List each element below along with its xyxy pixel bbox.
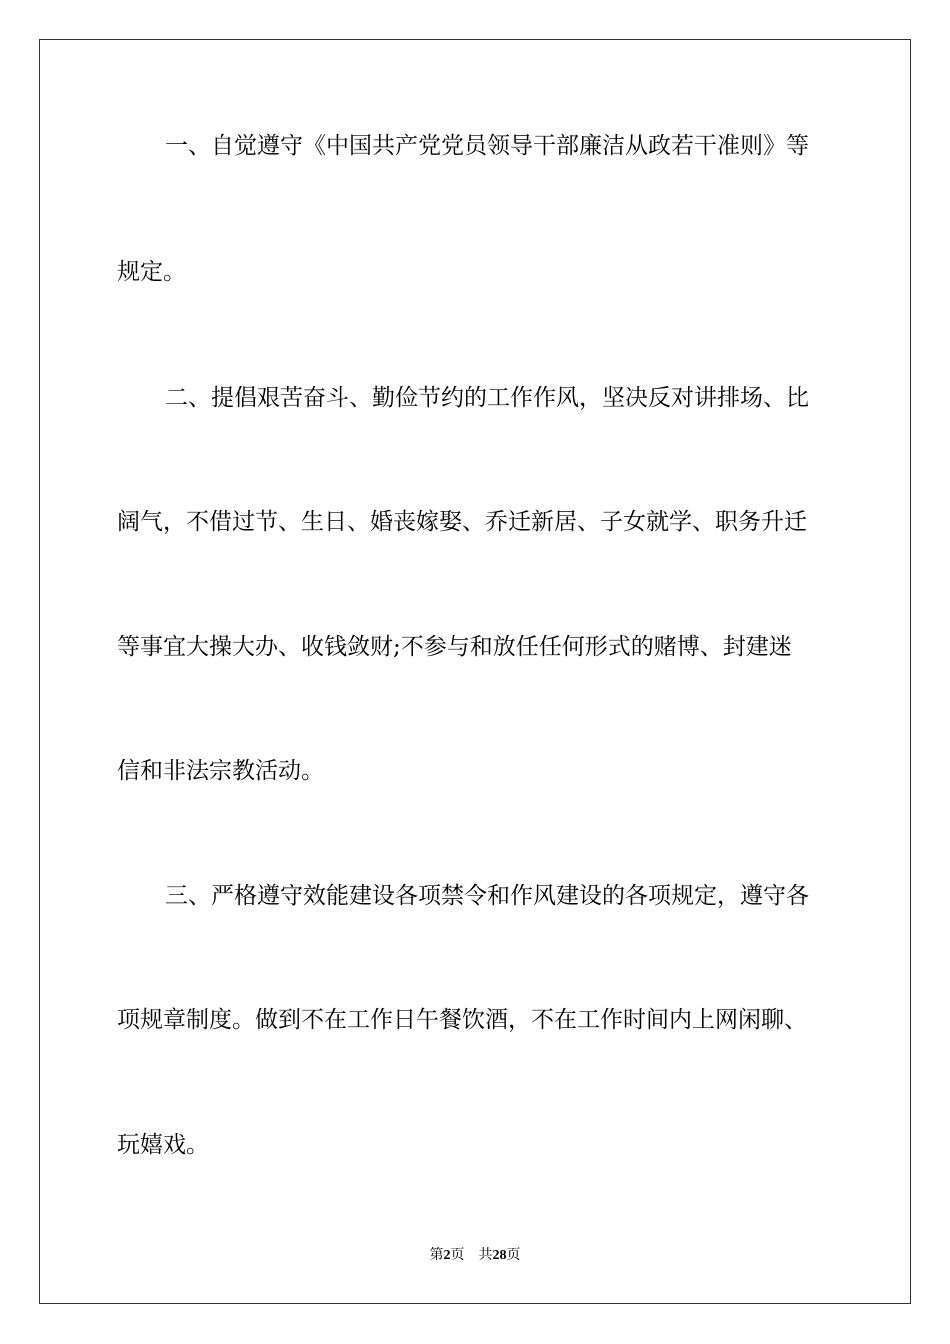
footer-page-suffix: 页 xyxy=(450,1248,465,1263)
paragraph-2-line-2: 阔气，不借过节、生日、婚丧嫁娶、乔迁新居、子女就学、职务升迁 xyxy=(117,509,807,535)
paragraph-3-line-1: 三、严格遵守效能建设各项禁令和作风建设的各项规定，遵守各 xyxy=(165,883,809,909)
footer-total-prefix: 共 xyxy=(478,1248,493,1263)
page-footer xyxy=(0,1247,950,1265)
paragraph-3-line-2: 项规章制度。做到不在工作日午餐饮酒，不在工作时间内上网闲聊、 xyxy=(117,1007,807,1033)
footer-page-prefix: 第 xyxy=(429,1248,444,1263)
paragraph-3-line-3: 玩嬉戏。 xyxy=(117,1132,209,1158)
footer-page-number: 2 xyxy=(443,1248,451,1263)
paragraph-1-line-1: 一、自觉遵守《中国共产党党员领导干部廉洁从政若干准则》等 xyxy=(165,133,809,159)
paragraph-2-line-3: 等事宜大操大办、收钱敛财;不参与和放任任何形式的赌博、封建迷 xyxy=(117,634,792,660)
paragraph-2-line-1: 二、提倡艰苦奋斗、勤俭节约的工作作风，坚决反对讲排场、比 xyxy=(165,385,809,411)
page-border xyxy=(39,39,911,1304)
paragraph-1-line-2: 规定。 xyxy=(117,259,186,285)
paragraph-2-line-4: 信和非法宗教活动。 xyxy=(117,758,324,784)
footer-total-suffix: 页 xyxy=(506,1248,521,1263)
footer-total-number: 28 xyxy=(492,1248,507,1263)
